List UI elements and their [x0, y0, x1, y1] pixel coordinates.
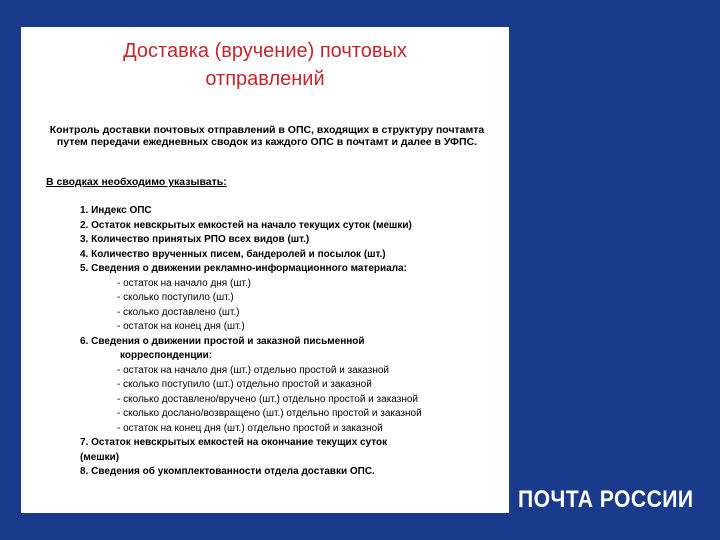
list-subitem: - остаток на начало дня (шт.) [117, 277, 251, 289]
list-item: 8. Сведения об укомплектованности отдела доставки ОПС. [80, 466, 375, 477]
list-item: 2. Остаток невскрытых емкостей на начало текущих суток (мешки) [80, 219, 412, 231]
list-subitem: - сколько поступило (шт.) [117, 292, 234, 303]
list-item: 6. Сведения о движении простой и заказной письменной [80, 335, 365, 347]
list-item: (мешки) [80, 451, 120, 463]
list-subitem: - остаток на конец дня (шт.) [117, 321, 245, 332]
list-subitem: - сколько доставлено/вручено (шт.) отдельно простой и заказной [117, 393, 418, 405]
list-item-continuation: корреспонденции: [120, 350, 213, 361]
list-subitem: - сколько поступило (шт.) отдельно простой и заказной [117, 379, 372, 390]
requirements-list [80, 204, 500, 480]
list-subitem: - остаток на начало дня (шт.) отдельно простой и заказной [117, 364, 390, 376]
list-item: 4. Количество врученных писем, бандеролей и посылок (шт.) [80, 248, 386, 260]
slide-content [21, 27, 509, 513]
list-subitem: - сколько доставлено (шт.) [117, 306, 240, 318]
list-subitem: - сколько дослано/возвращено (шт.) отдельно простой и заказной [117, 408, 422, 419]
list-item: 7. Остаток невскрытых емкостей на окончание текущих суток [80, 437, 388, 448]
list-item: 3. Количество принятых РПО всех видов (шт.) [80, 234, 310, 245]
pochta-rossii-logo: ПОЧТА РОССИИ [518, 486, 694, 513]
list-subitem: - остаток на конец дня (шт.) отдельно простой и заказной [117, 422, 383, 434]
slide-title: Доставка (вручение) почтовых отправлений [123, 40, 407, 90]
intro-paragraph: Контроль доставки почтовых отправлений в ОПС, входящих в структуру почтамта путем передачи ежедневных сводок из каждого ОПС в почтамт и далее в УФПС. [49, 124, 485, 148]
list-item: 1. Индекс ОПС [80, 205, 152, 216]
list-item: 5. Сведения о движении рекламно-информационного материала: [80, 263, 407, 274]
section-subheading: В сводках необходимо указывать: [46, 176, 227, 188]
